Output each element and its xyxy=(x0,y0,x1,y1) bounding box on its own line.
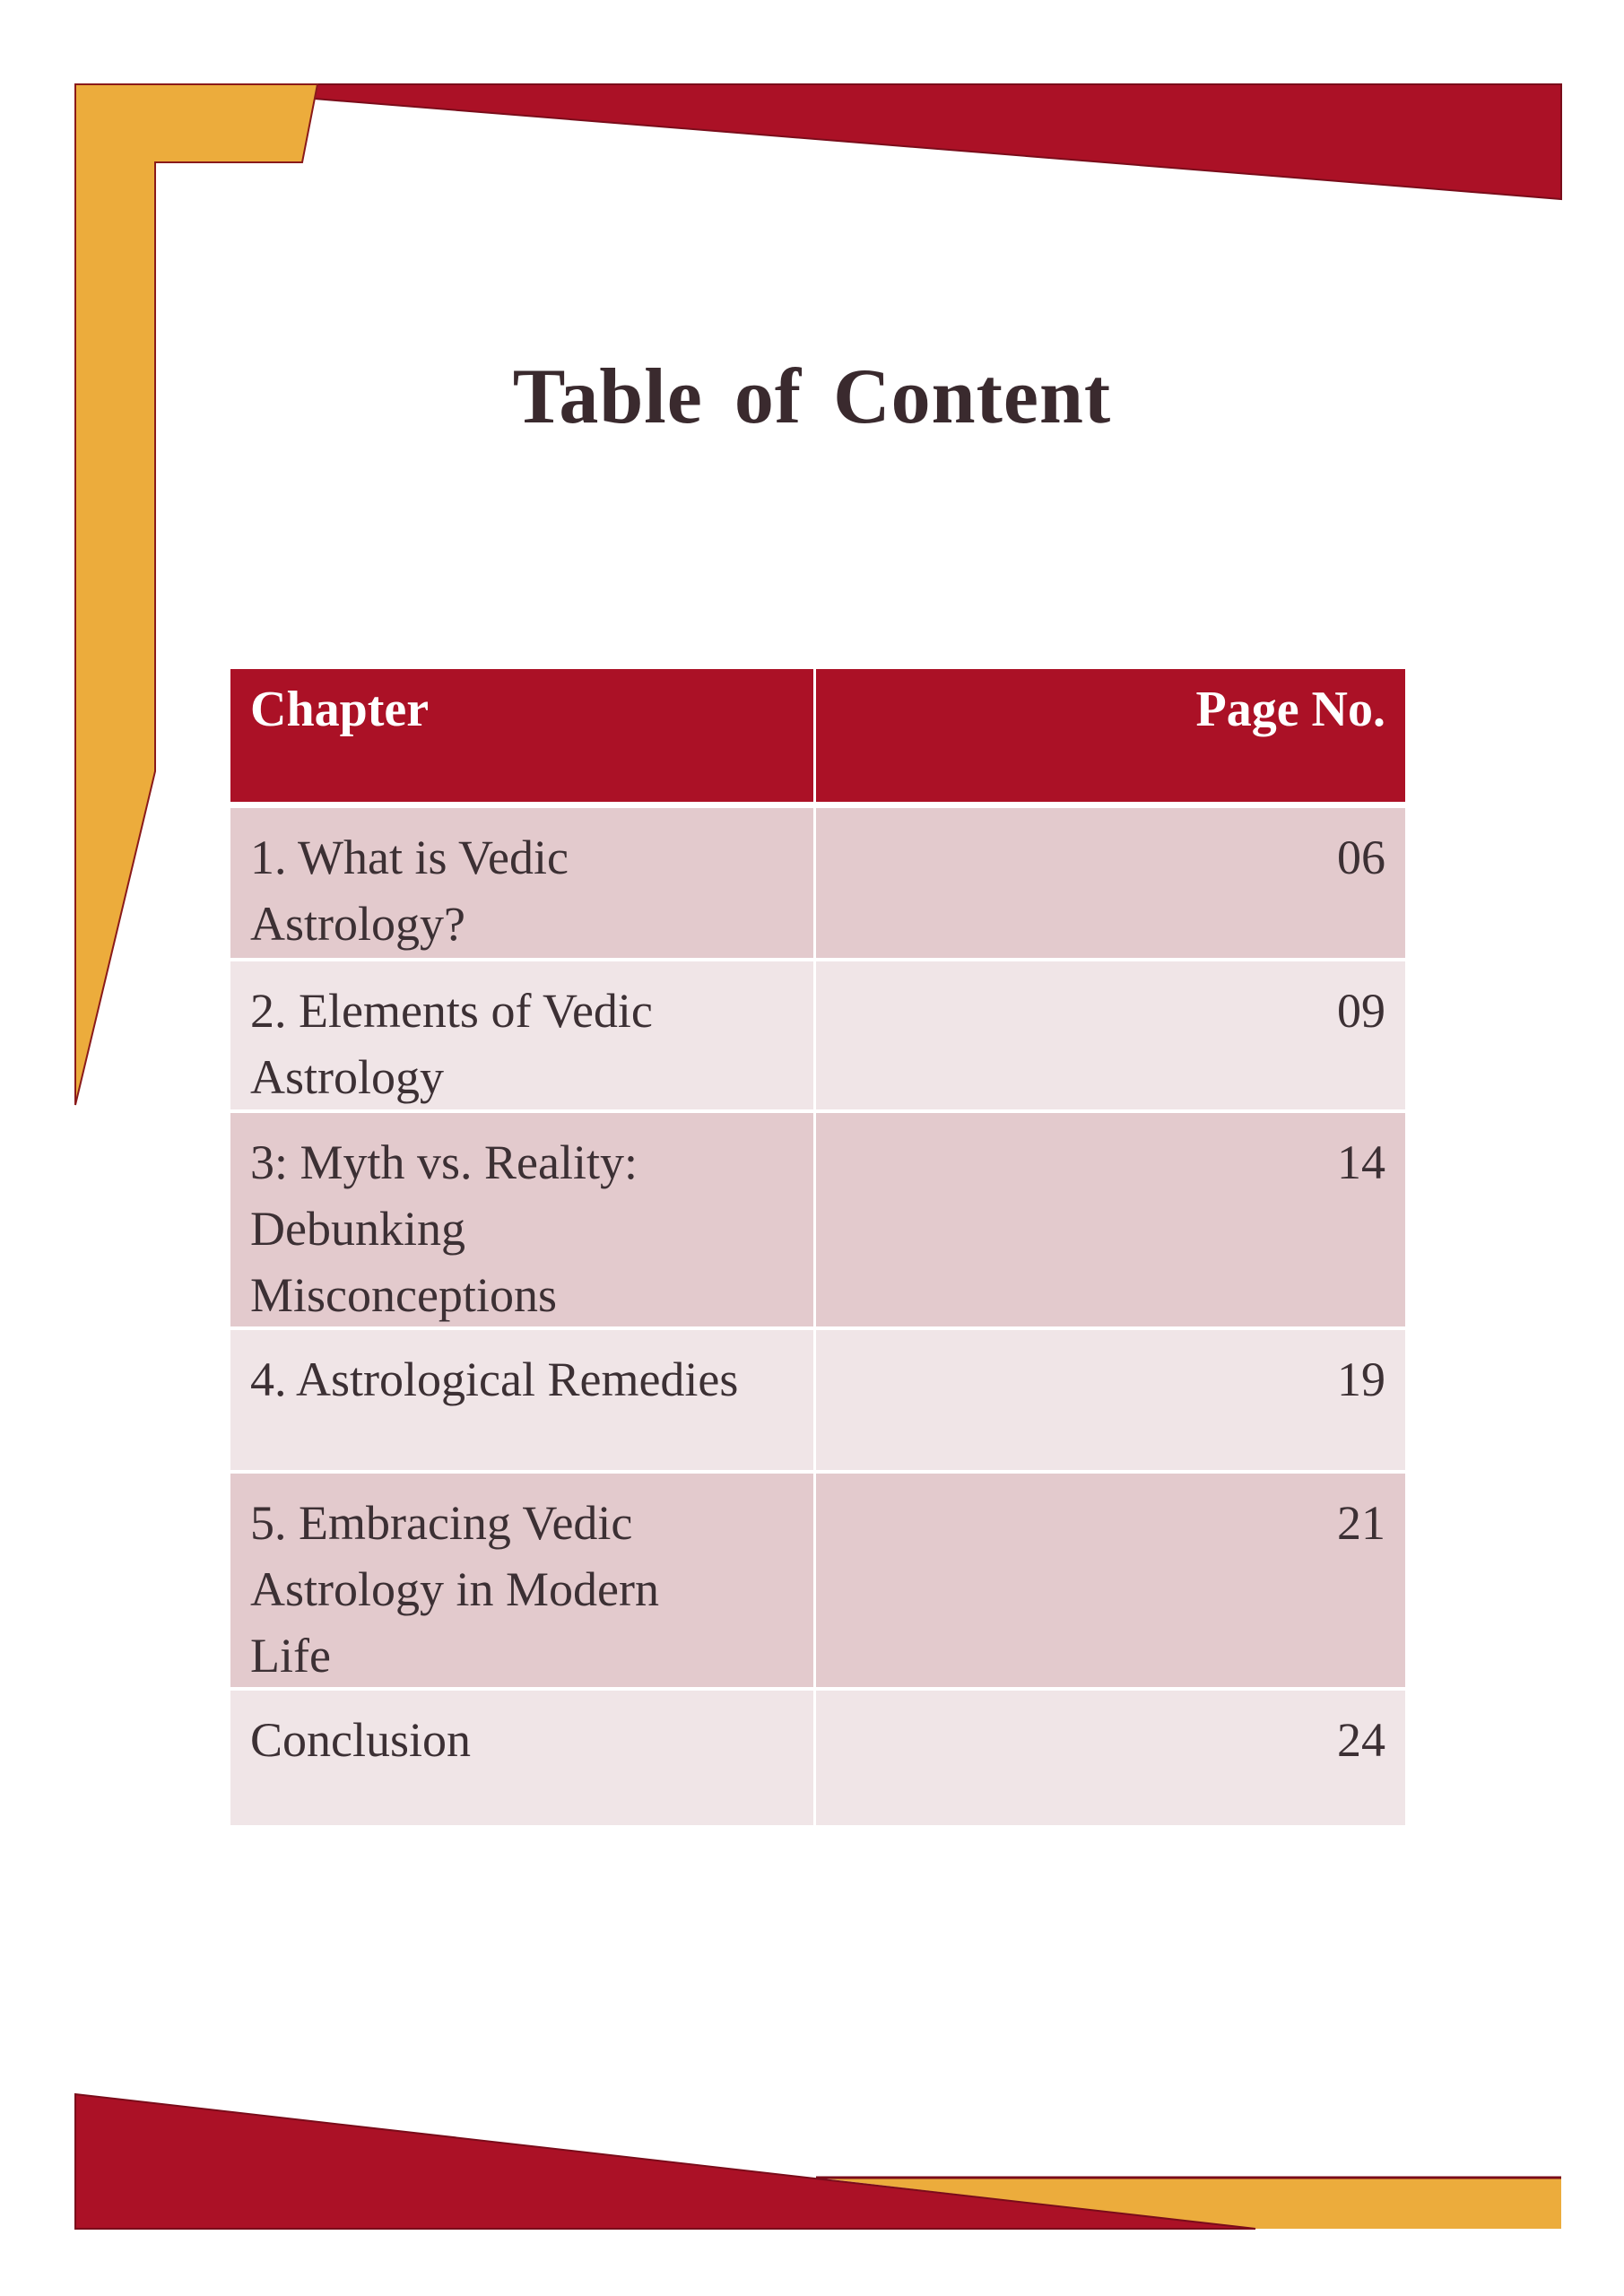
toc-header-row xyxy=(230,669,1405,808)
toc-row[interactable] xyxy=(230,1113,1405,1330)
page-number: 24 xyxy=(816,1691,1405,1825)
toc-row[interactable] xyxy=(230,1474,1405,1691)
page-number: 09 xyxy=(816,961,1405,1109)
top-red-band xyxy=(314,84,1561,199)
toc-row[interactable] xyxy=(230,961,1405,1113)
page-title: Table of Content xyxy=(512,353,1112,440)
chapter-title: Conclusion xyxy=(230,1691,816,1825)
page-number: 19 xyxy=(816,1330,1405,1470)
chapter-title: 4. Astrological Remedies xyxy=(230,1330,816,1470)
toc-row[interactable] xyxy=(230,808,1405,961)
chapter-title: 3: Myth vs. Reality: Debunking Misconceptions xyxy=(230,1113,816,1326)
page-number: 14 xyxy=(816,1113,1405,1326)
page-column-header: Page No. xyxy=(816,669,1405,802)
toc-table xyxy=(230,669,1405,1825)
bottom-red-wedge xyxy=(75,2094,1255,2229)
chapter-title: 5. Embracing Vedic Astrology in Modern Life xyxy=(230,1474,816,1687)
toc-row[interactable] xyxy=(230,1330,1405,1474)
page-number: 06 xyxy=(816,808,1405,958)
toc-row[interactable] xyxy=(230,1691,1405,1825)
page-number: 21 xyxy=(816,1474,1405,1687)
chapter-column-header: Chapter xyxy=(230,669,816,802)
chapter-title: 2. Elements of Vedic Astrology xyxy=(230,961,816,1109)
chapter-title: 1. What is Vedic Astrology? xyxy=(230,808,816,958)
